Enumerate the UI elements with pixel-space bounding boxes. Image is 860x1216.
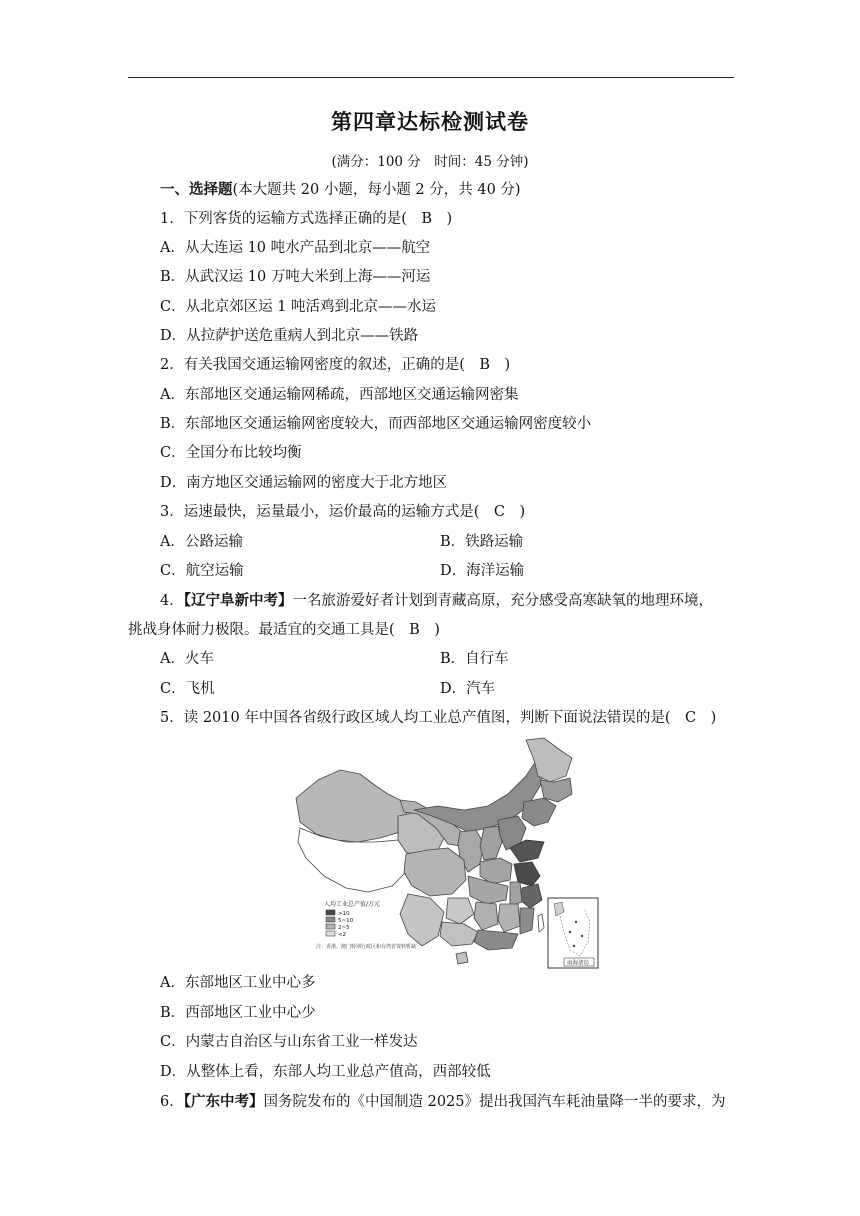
map-region-henan: [480, 858, 512, 884]
map-region-hunan: [474, 902, 498, 930]
q3-option-b: B．铁路运输: [440, 534, 524, 550]
section-heading: [160, 180, 521, 200]
q5-option-c: C．内蒙古自治区与山东省工业一样发达: [160, 1034, 418, 1050]
map-region-hainan: [456, 952, 468, 964]
q4-option-b: B．自行车: [440, 651, 509, 667]
page-title: 第四章达标检测试卷: [331, 109, 529, 134]
q5-option-b: B．西部地区工业中心少: [160, 1005, 316, 1021]
map-region-zhejiang: [520, 884, 542, 908]
map-region-anhui: [510, 882, 522, 906]
map-region-guangxi: [440, 922, 478, 946]
question-1: 1．下列客货的运输方式选择正确的是( B ): [160, 211, 453, 227]
legend-swatch-1: [326, 910, 335, 915]
map-region-guizhou: [446, 898, 474, 924]
map-region-liaoning: [522, 798, 556, 826]
q6-stem: 国务院发布的《中国制造 2025》提出我国汽车耗油量降一半的要求，为: [263, 1094, 726, 1110]
q4-stem-2: 挑战身体耐力极限。最适宜的交通工具是( B ): [128, 622, 440, 638]
legend-label-2: 5~10: [338, 918, 354, 924]
header-rule: [128, 77, 734, 78]
q1-option-a: A．从大连运 10 吨水产品到北京——航空: [160, 240, 431, 256]
q4-option-d: D．汽车: [440, 681, 496, 697]
q2-option-b: B．东部地区交通运输网密度较大，而西部地区交通运输网密度较小: [160, 416, 592, 432]
map-region-fujian: [520, 908, 534, 934]
section-label: 一、选择题: [160, 181, 233, 198]
exam-info: (满分：100 分 时间：45 分钟): [331, 154, 529, 170]
section-desc: (本大题共 20 小题，每小题 2 分，共 40 分): [232, 182, 521, 198]
map-region-shanxi: [480, 826, 502, 860]
inset-label: 南海诸岛: [567, 960, 590, 967]
map-region-jiangxi: [498, 904, 520, 932]
map-legend-title: 人均工业总产值/万元: [324, 901, 381, 908]
q3-option-c: C．航空运输: [160, 563, 244, 579]
legend-swatch-4: [326, 931, 335, 936]
china-industrial-output-map: [288, 736, 600, 970]
q1-option-c: C．从北京郊区运 1 吨活鸡到北京——水运: [160, 299, 437, 315]
q6-number: 6．: [160, 1094, 184, 1110]
map-region-taiwan: [538, 914, 544, 932]
q5-option-d: D．从整体上看，东部人均工业总产值高，西部较低: [160, 1064, 491, 1080]
q3-option-a: A．公路运输: [160, 534, 243, 550]
q5-option-a: A．东部地区工业中心多: [160, 975, 316, 991]
legend-label-4: <2: [338, 932, 347, 938]
q2-option-c: C．全国分布比较均衡: [160, 445, 302, 461]
map-note: 注：香港、澳门特别行政区和台湾省资料暂缺: [316, 944, 417, 950]
q6-source-tag: 【广东中考】: [183, 1093, 264, 1110]
q4-stem-1: 一名旅游爱好者计划到青藏高原，充分感受高寒缺氧的地理环境，: [292, 593, 713, 609]
q3-option-d: D．海洋运输: [440, 563, 525, 579]
q4-source-tag: 【辽宁阜新中考】: [183, 592, 293, 609]
map-region-xinjiang: [296, 770, 408, 842]
question-2: 2．有关我国交通运输网密度的叙述，正确的是( B ): [160, 357, 511, 373]
map-region-sichuan: [404, 848, 466, 896]
q1-option-b: B．从武汉运 10 万吨大米到上海——河运: [160, 269, 431, 285]
q2-option-a: A．东部地区交通运输网稀疏，西部地区交通运输网密集: [160, 387, 519, 403]
q4-option-c: C．飞机: [160, 681, 215, 697]
question-4: [160, 591, 713, 611]
map-region-yunnan: [400, 894, 444, 946]
q2-option-d: D．南方地区交通运输网的密度大于北方地区: [160, 475, 448, 491]
question-5: 5．读 2010 年中国各省级行政区域人均工业总产值图，判断下面说法错误的是( C ): [160, 710, 717, 726]
q4-number: 4．: [160, 593, 184, 609]
question-3: 3．运速最快，运量最小，运价最高的运输方式是( C ): [160, 504, 526, 520]
legend-label-3: 2~5: [338, 925, 350, 931]
q1-option-d: D．从拉萨护送危重病人到北京——铁路: [160, 328, 419, 344]
q4-option-a: A．火车: [160, 651, 214, 667]
question-6: [160, 1092, 726, 1112]
legend-swatch-2: [326, 917, 335, 922]
legend-label-1: >10: [338, 911, 350, 917]
legend-swatch-3: [326, 924, 335, 929]
map-region-guangdong: [474, 930, 518, 950]
